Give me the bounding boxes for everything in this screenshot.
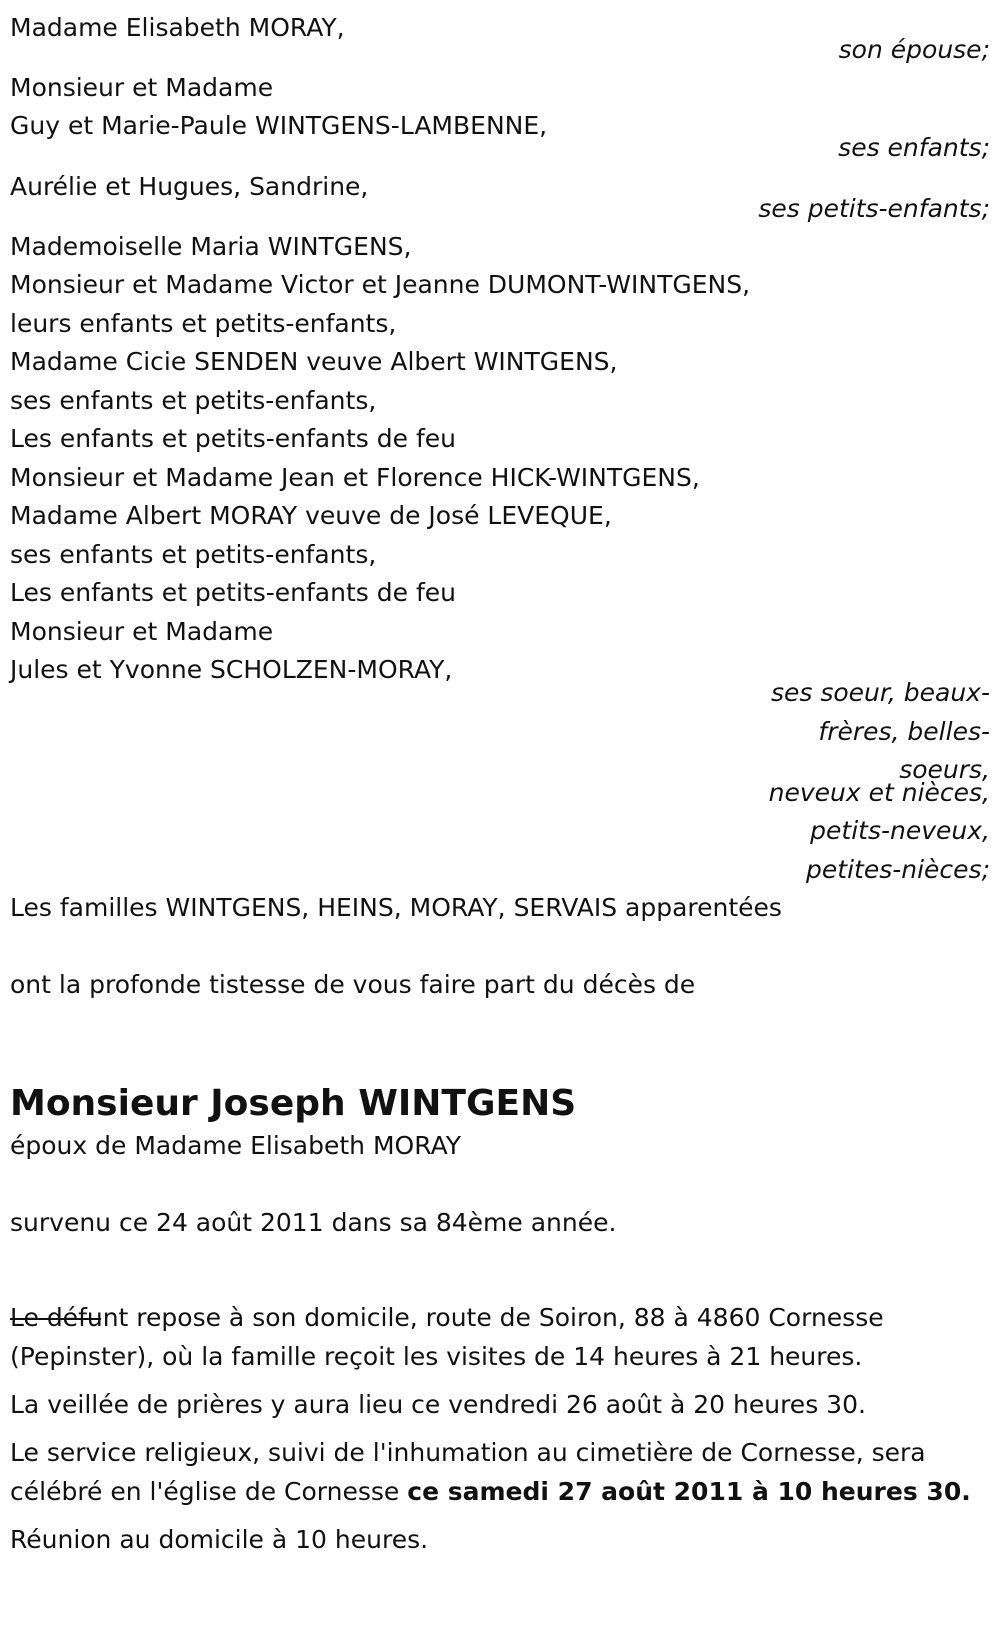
relatives-line: leurs enfants et petits-enfants, (10, 309, 397, 338)
relatives-line: Mademoiselle Maria WINTGENS, (10, 232, 412, 261)
spouse-line: époux de Madame Elisabeth MORAY (10, 1131, 462, 1160)
children-line-2: Guy et Marie-Paule WINTGENS-LAMBENNE, (10, 111, 548, 140)
relatives-role: ses soeur, beaux- (770, 678, 990, 707)
relatives-line: Jules et Yvonne SCHOLZEN-MORAY, (10, 655, 453, 684)
relatives-role: frères, belles- (818, 717, 990, 746)
relatives-line: Madame Albert MORAY veuve de José LEVEQUE, (10, 501, 612, 530)
service-line-2 (10, 1472, 971, 1512)
relatives-line: Les enfants et petits-enfants de feu (10, 578, 456, 607)
relatives-line: Monsieur et Madame Victor et Jeanne DUMONT-WINTGENS, (10, 270, 751, 299)
relatives-line: ses enfants et petits-enfants, (10, 540, 377, 569)
relatives-line: Les enfants et petits-enfants de feu (10, 424, 456, 453)
relatives-role: neveux et nièces, (768, 778, 990, 807)
wife-role: son épouse; (838, 35, 990, 64)
vigil-line: La veillée de prières y aura lieu ce vendredi 26 août à 20 heures 30. (10, 1390, 866, 1419)
announcement-line: ont la profonde tistesse de vous faire part du décès de (10, 970, 696, 999)
relatives-role: petits-neveux, (810, 816, 990, 845)
relatives-role: petites-nièces; (806, 855, 990, 884)
reunion-line: Réunion au domicile à 10 heures. (10, 1525, 429, 1554)
grandchildren-line: Aurélie et Hugues, Sandrine, (10, 172, 369, 201)
service-date-text: ce samedi 27 août 2011 à 10 heures 30. (407, 1477, 971, 1506)
service-line-1: Le service religieux, suivi de l'inhumation au cimetière de Cornesse, sera (10, 1438, 926, 1467)
grandchildren-role: ses petits-enfants; (758, 194, 990, 223)
relatives-line: Madame Cicie SENDEN veuve Albert WINTGENS, (10, 347, 618, 376)
service-location-text: célébré en l'église de Cornesse (10, 1477, 408, 1506)
repose-line-2: (Pepinster), où la famille reçoit les visites de 14 heures à 21 heures. (10, 1342, 863, 1371)
repose-line-1: Le défunt repose à son domicile, route de Soiron, 88 à 4860 Cornesse (10, 1303, 884, 1332)
relatives-line: Monsieur et Madame Jean et Florence HICK-WINTGENS, (10, 463, 700, 492)
relatives-line: Monsieur et Madame (10, 617, 274, 646)
relatives-line: ses enfants et petits-enfants, (10, 386, 377, 415)
families-line: Les familles WINTGENS, HEINS, MORAY, SERVAIS apparentées (10, 893, 782, 922)
children-line-1: Monsieur et Madame (10, 73, 274, 102)
relatives-role: soeurs, (899, 755, 990, 784)
children-role: ses enfants; (838, 133, 990, 162)
wife-name: Madame Elisabeth MORAY, (10, 13, 345, 42)
deceased-name: Monsieur Joseph WINTGENS (10, 1083, 577, 1124)
death-date-line: survenu ce 24 août 2011 dans sa 84ème année. (10, 1208, 617, 1237)
